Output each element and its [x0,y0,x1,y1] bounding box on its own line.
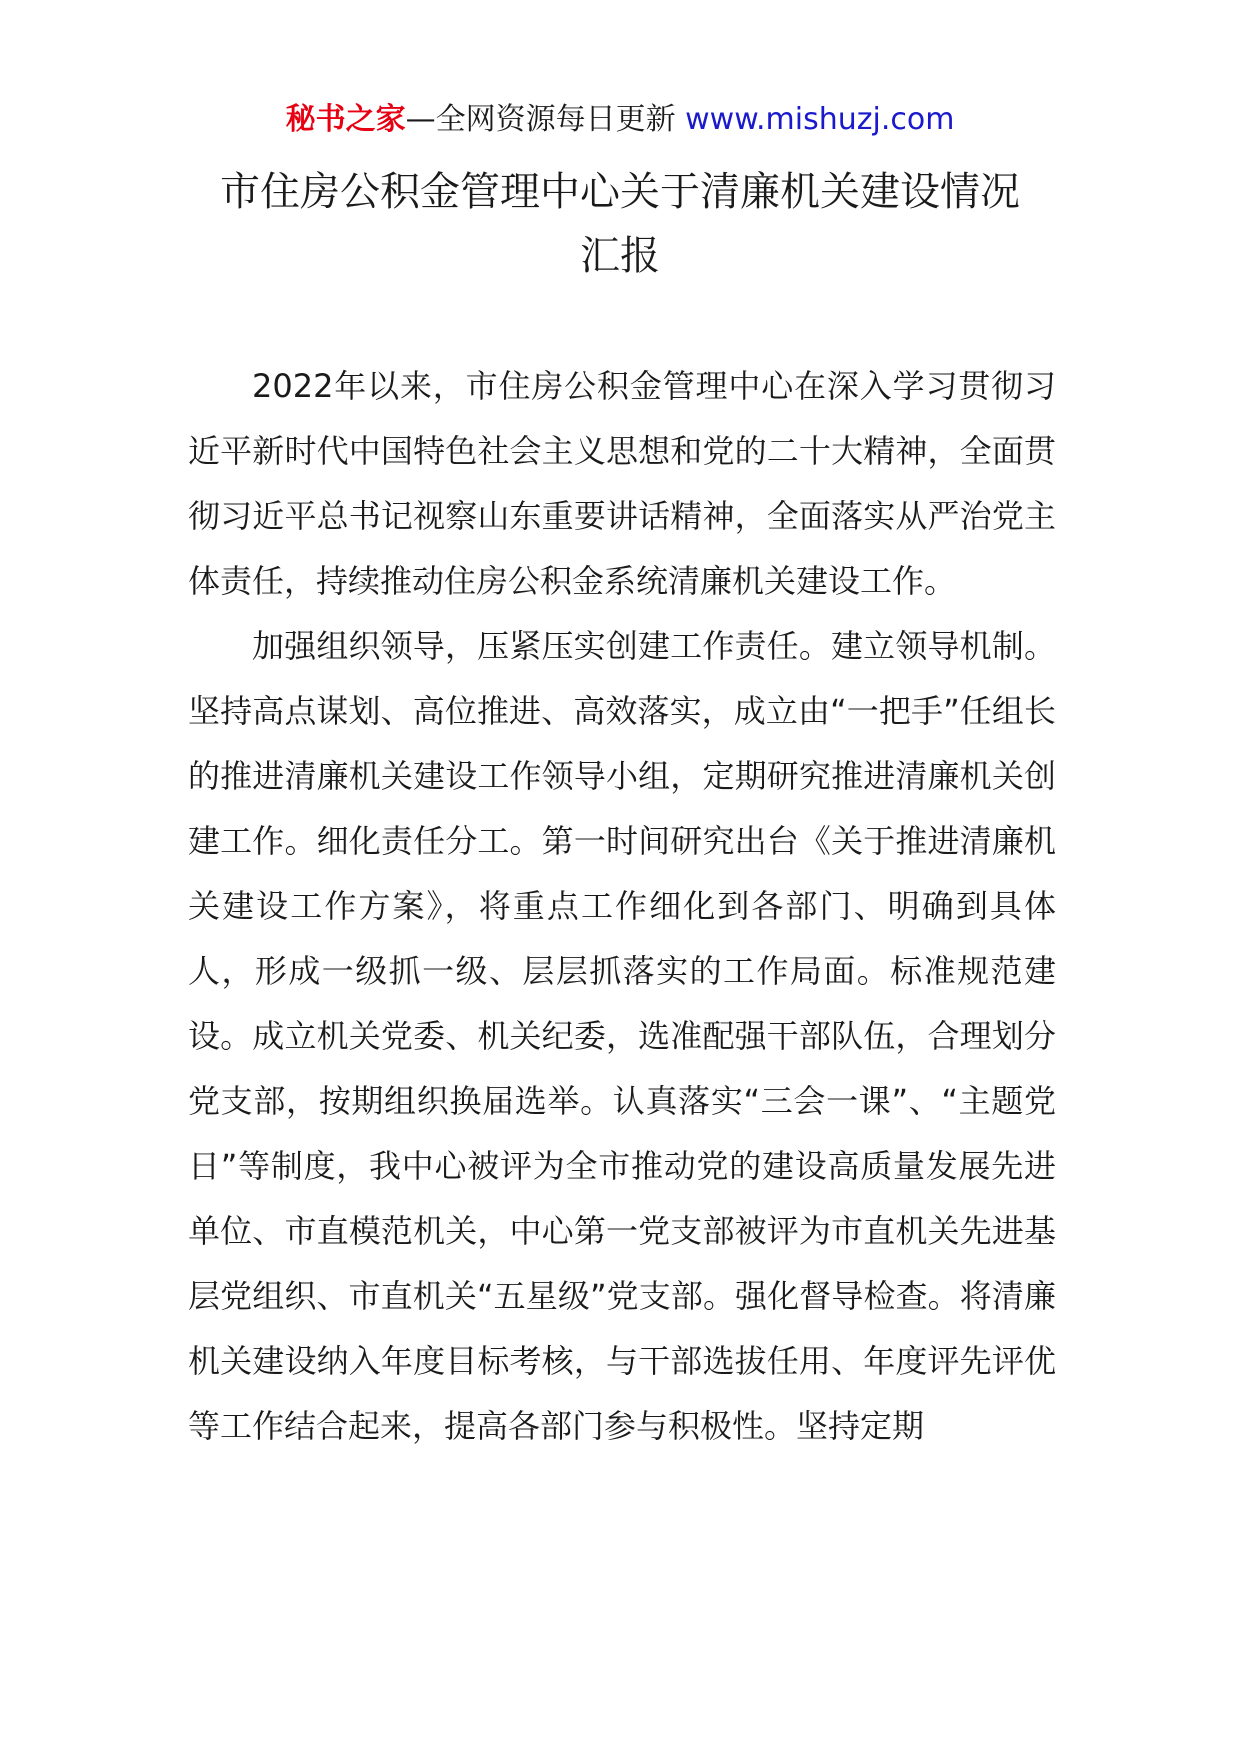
document-title-line-2: 汇报 [580,233,660,279]
paragraph-intro: 2022年以来，市住房公积金管理中心在深入学习贯彻习近平新时代中国特色社会主义思想和党的二十大精神，全面贯彻习近平总书记视察山东重要讲话精神，全面落实从严治党主体责任，持续推动住房公积金系统清廉机关建设工作。 [188,367,1056,600]
paragraph-organization: 加强组织领导，压紧压实创建工作责任。建立领导机制。坚持高点谋划、高位推进、高效落实，成立由“一把手”任组长的推进清廉机关建设工作领导小组，定期研究推进清廉机关创建工作。细化责任分工。第一时间研究出台《关于推进清廉机关建设工作方案》，将重点工作细化到各部门、明确到具体人，形成一级抓一级、层层抓落实的工作局面。标准规范建设。成立机关党委、机关纪委，选准配强干部队伍，合理划分党支部，按期组织换届选举。认真落实“三会一课”、“主题党日”等制度，我中心被评为全市推动党的建设高质量发展先进单位、市直模范机关，中心第一党支部被评为市直机关先进基层党组织、市直机关“五星级”党支部。强化督导检查。将清廉机关建设纳入年度目标考核，与干部选拔任用、年度评先评优等工作结合起来，提高各部门参与积极性。坚持定期 [188,627,1056,1445]
document-body [188,354,1056,1459]
site-url-link[interactable]: www.mishuzj.com [685,102,955,137]
document-title [150,160,1090,288]
brand-name: 秘书之家 [285,102,406,137]
document-title-line-1: 市住房公积金管理中心关于清廉机关建设情况 [220,169,1020,215]
header-tagline: —全网资源每日更新 [405,102,686,137]
watermark-header [0,100,1240,140]
